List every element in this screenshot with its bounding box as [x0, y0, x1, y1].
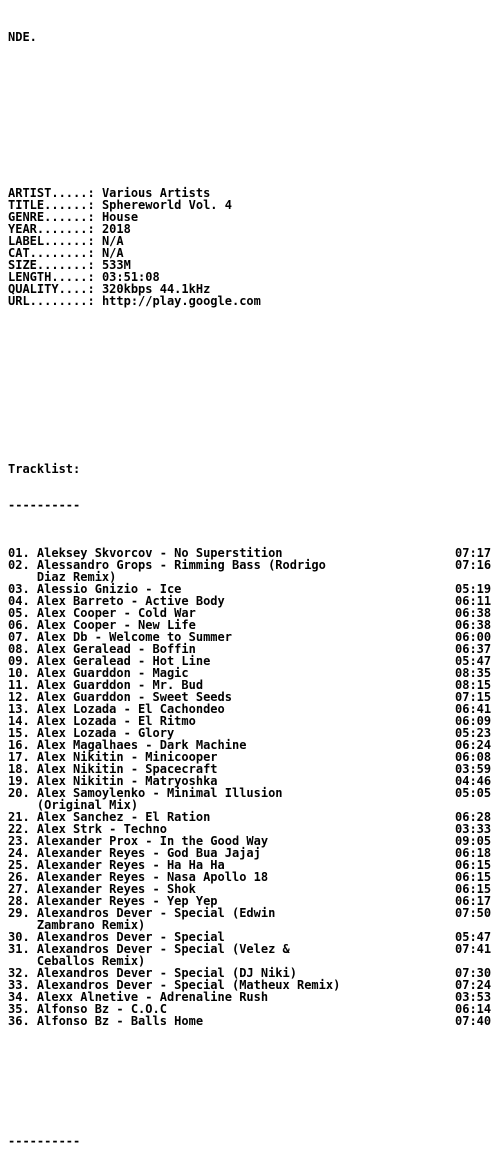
info-value: Sphereworld Vol. 4	[101, 198, 232, 212]
track-row	[8, 907, 498, 919]
track-length: 06:18	[455, 846, 492, 860]
info-label: TITLE......:	[8, 198, 95, 212]
footer-rule: ----------	[8, 1134, 81, 1148]
track-length: 06:15	[455, 858, 492, 872]
document-title: NDE.	[8, 30, 37, 44]
tracklist-underline: ----------	[8, 498, 81, 512]
track-length: 03:59	[455, 762, 492, 776]
track-length: 07:50	[455, 906, 492, 920]
info-label: LABEL......:	[8, 234, 95, 248]
track-length: 06:24	[455, 738, 492, 752]
track-title: 11. Alex Guarddon - Mr. Bud	[8, 678, 204, 692]
track-title: 36. Alfonso Bz - Balls Home	[8, 1014, 204, 1028]
track-title: 04. Alex Barreto - Active Body	[8, 594, 225, 608]
track-title: 13. Alex Lozada - El Cachondeo	[8, 702, 225, 716]
track-title-continued: Diaz Remix)	[8, 570, 117, 584]
info-value: 533M	[101, 258, 131, 272]
track-title: 35. Alfonso Bz - C.O.C	[8, 1002, 167, 1016]
track-title: 20. Alex Samoylenko - Minimal Illusion	[8, 786, 283, 800]
track-title: 29. Alexandros Dever - Special (Edwin	[8, 906, 276, 920]
info-value: 03:51:08	[101, 270, 160, 284]
track-title: 33. Alexandros Dever - Special (Matheux Remix)	[8, 978, 341, 992]
track-title: 32. Alexandros Dever - Special (DJ Niki)	[8, 966, 297, 980]
track-title: 30. Alexandros Dever - Special	[8, 930, 225, 944]
track-title: 16. Alex Magalhaes - Dark Machine	[8, 738, 247, 752]
info-label: GENRE......:	[8, 210, 95, 224]
track-length: 03:33	[455, 822, 492, 836]
spacer	[8, 1063, 498, 1075]
track-length: 06:41	[455, 702, 492, 716]
nfo-document	[8, 7, 498, 1159]
track-length: 06:09	[455, 714, 492, 728]
info-label: CAT........:	[8, 246, 95, 260]
track-title: 21. Alex Sanchez - El Ration	[8, 810, 211, 824]
track-length: 06:08	[455, 750, 492, 764]
info-label: LENGTH.....:	[8, 270, 95, 284]
track-title: 01. Aleksey Skvorcov - No Superstition	[8, 546, 283, 560]
track-title: 24. Alexander Reyes - God Bua Jajaj	[8, 846, 261, 860]
info-value: 320kbps 44.1kHz	[101, 282, 211, 296]
track-title: 19. Alex Nikitin - Matryoshka	[8, 774, 218, 788]
track-length: 07:17	[455, 546, 492, 560]
spacer	[8, 139, 498, 151]
track-length: 06:28	[455, 810, 492, 824]
track-length: 06:15	[455, 870, 492, 884]
track-length: 08:35	[455, 666, 492, 680]
track-title: 31. Alexandros Dever - Special (Velez &	[8, 942, 290, 956]
track-title: 28. Alexander Reyes - Yep Yep	[8, 894, 218, 908]
spacer	[8, 343, 498, 355]
track-length: 06:15	[455, 882, 492, 896]
track-length: 04:46	[455, 774, 492, 788]
spacer	[8, 67, 498, 79]
track-title: 34. Alexx Alnetive - Adrenaline Rush	[8, 990, 269, 1004]
track-row	[8, 1015, 498, 1027]
track-row	[8, 787, 498, 799]
track-title: 14. Alex Lozada - El Ritmo	[8, 714, 196, 728]
track-title: 12. Alex Guarddon - Sweet Seeds	[8, 690, 232, 704]
track-length: 07:24	[455, 978, 492, 992]
track-length: 06:00	[455, 630, 492, 644]
track-title: 10. Alex Guarddon - Magic	[8, 666, 189, 680]
track-length: 05:19	[455, 582, 492, 596]
track-title: 05. Alex Cooper - Cold War	[8, 606, 196, 620]
spacer	[8, 415, 498, 427]
track-length: 03:53	[455, 990, 492, 1004]
track-title: 18. Alex Nikitin - Spacecraft	[8, 762, 218, 776]
track-length: 07:41	[455, 942, 492, 956]
tracklist-heading: Tracklist:	[8, 462, 81, 476]
info-value: Various Artists	[101, 186, 211, 200]
track-title-continued: Ceballos Remix)	[8, 954, 146, 968]
track-title-continued: (Original Mix)	[8, 798, 139, 812]
track-title: 25. Alexander Reyes - Ha Ha Ha	[8, 858, 225, 872]
track-title-continued: Zambrano Remix)	[8, 918, 146, 932]
track-length: 05:47	[455, 930, 492, 944]
track-length: 06:11	[455, 594, 492, 608]
info-label: YEAR.......:	[8, 222, 95, 236]
track-length: 06:37	[455, 642, 492, 656]
info-label: SIZE.......:	[8, 258, 95, 272]
spacer	[8, 1099, 498, 1111]
track-length: 05:47	[455, 654, 492, 668]
info-value: N/A	[101, 246, 124, 260]
track-length: 07:30	[455, 966, 492, 980]
track-length: 05:05	[455, 786, 492, 800]
info-label: QUALITY....:	[8, 282, 95, 296]
track-length: 09:05	[455, 834, 492, 848]
track-length: 06:38	[455, 618, 492, 632]
track-length: 07:40	[455, 1014, 492, 1028]
track-title: 09. Alex Geralead - Hot Line	[8, 654, 211, 668]
track-title: 22. Alex Strk - Techno	[8, 822, 167, 836]
track-length: 06:17	[455, 894, 492, 908]
spacer	[8, 379, 498, 391]
info-value: House	[101, 210, 139, 224]
track-title: 06. Alex Cooper - New Life	[8, 618, 196, 632]
track-title: 02. Alessandro Grops - Rimming Bass (Rodrigo	[8, 558, 326, 572]
track-title: 17. Alex Nikitin - Minicooper	[8, 750, 218, 764]
track-title: 08. Alex Geralead - Boffin	[8, 642, 196, 656]
info-label: ARTIST.....:	[8, 186, 95, 200]
info-label: URL........:	[8, 294, 95, 308]
track-length: 06:14	[455, 1002, 492, 1016]
info-value: 2018	[101, 222, 131, 236]
release-info	[8, 187, 498, 307]
track-row	[8, 943, 498, 955]
track-title: 03. Alessio Gnizio - Ice	[8, 582, 182, 596]
track-length: 07:16	[455, 558, 492, 572]
info-value: http://play.google.com	[101, 294, 261, 308]
track-length: 07:15	[455, 690, 492, 704]
track-length: 08:15	[455, 678, 492, 692]
info-row	[8, 295, 498, 307]
tracklist	[8, 547, 498, 1027]
track-title: 07. Alex Db - Welcome to Summer	[8, 630, 232, 644]
track-length: 06:38	[455, 606, 492, 620]
spacer	[8, 103, 498, 115]
info-value: N/A	[101, 234, 124, 248]
track-title: 27. Alexander Reyes - Shok	[8, 882, 196, 896]
track-title: 15. Alex Lozada - Glory	[8, 726, 175, 740]
track-length: 05:23	[455, 726, 492, 740]
track-title: 26. Alexander Reyes - Nasa Apollo 18	[8, 870, 269, 884]
track-title: 23. Alexander Prox - In the Good Way	[8, 834, 269, 848]
